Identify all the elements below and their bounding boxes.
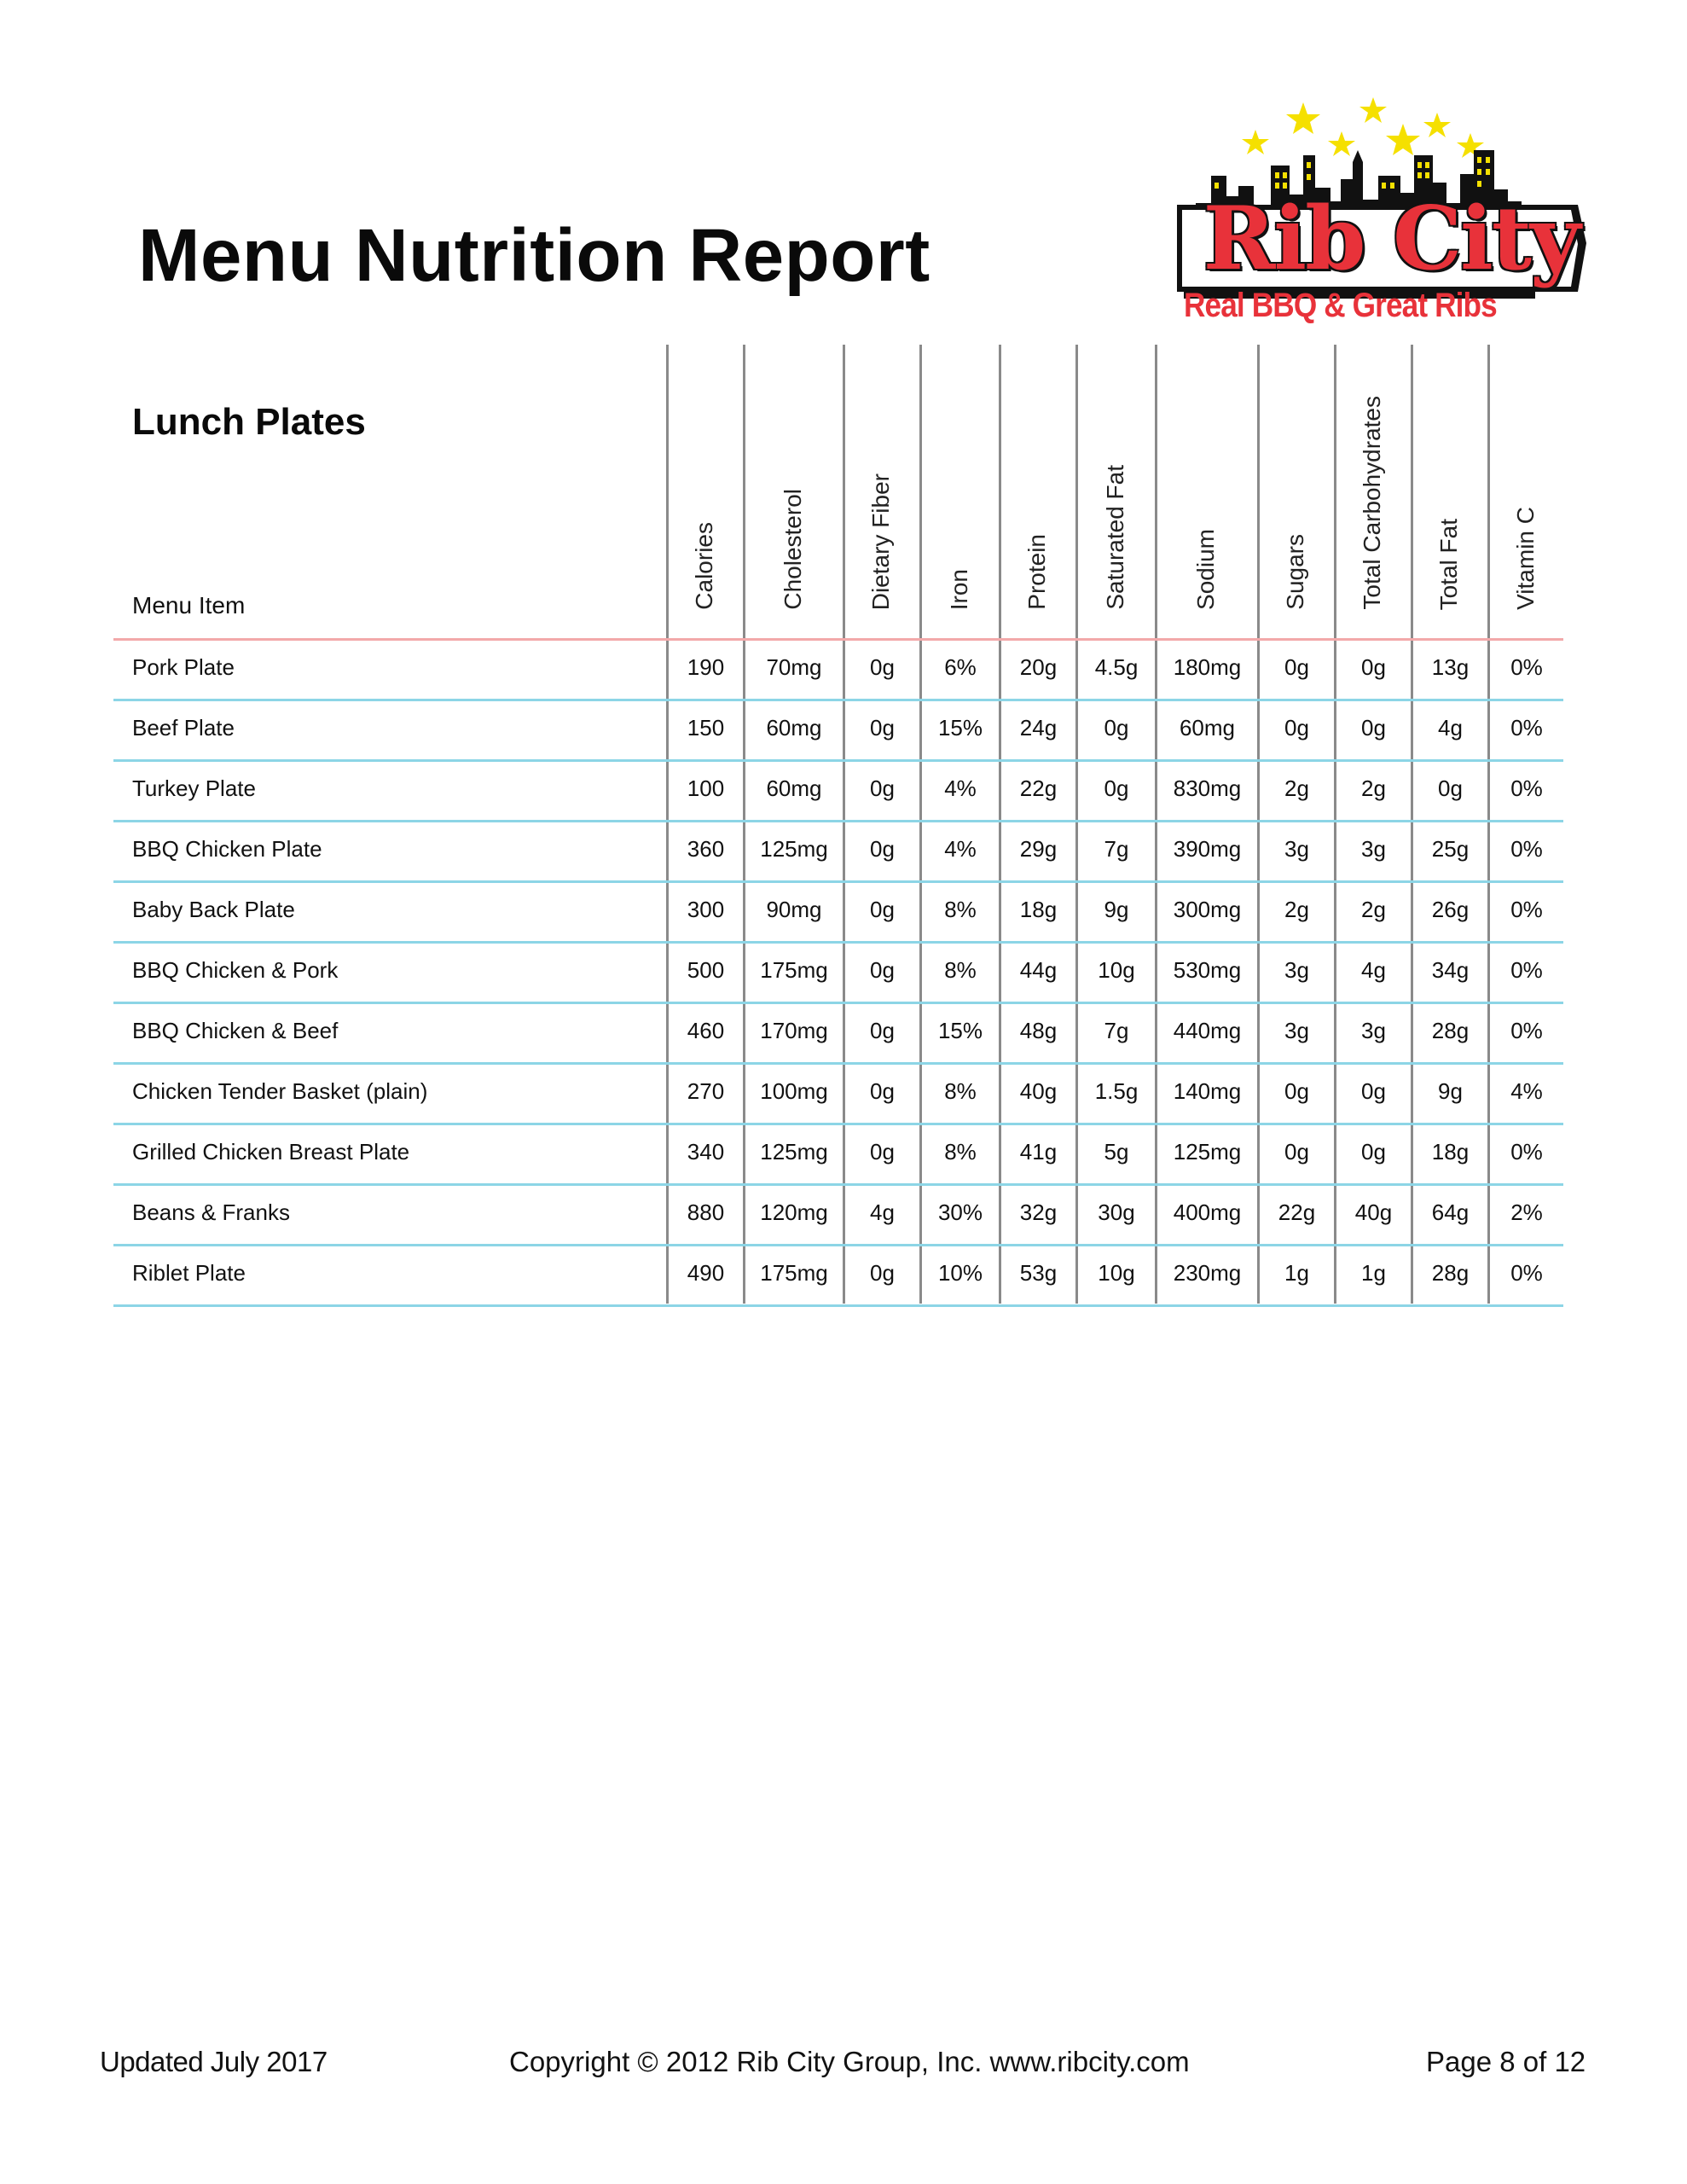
table-cell: 0g bbox=[870, 1018, 895, 1043]
column-header-label: Protein bbox=[1023, 534, 1050, 610]
table-cell: 125mg bbox=[760, 836, 828, 862]
column-header-label: Cholesterol bbox=[779, 489, 806, 610]
table-cell: 0g bbox=[870, 654, 895, 680]
table-cell: 3g bbox=[1284, 1018, 1309, 1043]
table-row bbox=[113, 944, 1563, 1004]
menu-item-name: BBQ Chicken Plate bbox=[132, 836, 322, 862]
table-cell: 32g bbox=[1019, 1199, 1058, 1225]
table-cell: 5g bbox=[1104, 1139, 1129, 1165]
menu-item-name: Beans & Franks bbox=[132, 1199, 290, 1225]
column-header bbox=[1257, 346, 1334, 610]
table-cell: 22g bbox=[1278, 1199, 1316, 1225]
menu-item-column-header: Menu Item bbox=[132, 592, 246, 619]
rib-city-logo bbox=[1177, 94, 1603, 341]
table-cell: 530mg bbox=[1173, 957, 1242, 983]
table-cell: 0% bbox=[1510, 957, 1543, 983]
table-cell: 90mg bbox=[766, 897, 822, 922]
table-cell: 880 bbox=[687, 1199, 725, 1225]
table-cell: 9g bbox=[1438, 1078, 1463, 1104]
menu-item-name: BBQ Chicken & Pork bbox=[132, 957, 339, 983]
table-row bbox=[113, 641, 1563, 701]
column-header-label: Iron bbox=[945, 568, 972, 610]
page-title: Menu Nutrition Report bbox=[138, 214, 930, 297]
logo-wordmark: Rib City bbox=[1203, 188, 1580, 290]
section-title: Lunch Plates bbox=[132, 401, 366, 443]
table-cell: 20g bbox=[1019, 654, 1058, 680]
table-cell: 7g bbox=[1104, 836, 1129, 862]
table-cell: 2g bbox=[1284, 897, 1309, 922]
table-cell: 9g bbox=[1104, 897, 1129, 922]
table-cell: 0g bbox=[1284, 1139, 1309, 1165]
table-cell: 30% bbox=[937, 1199, 983, 1225]
table-cell: 360 bbox=[687, 836, 725, 862]
table-cell: 26g bbox=[1431, 897, 1470, 922]
column-header bbox=[1075, 346, 1155, 610]
table-cell: 40g bbox=[1354, 1199, 1393, 1225]
table-cell: 4% bbox=[944, 775, 977, 801]
table-cell: 460 bbox=[687, 1018, 725, 1043]
column-header-label: Calories bbox=[691, 522, 717, 610]
table-cell: 830mg bbox=[1173, 775, 1242, 801]
menu-item-name: BBQ Chicken & Beef bbox=[132, 1018, 339, 1043]
table-cell: 2g bbox=[1284, 775, 1309, 801]
table-cell: 100 bbox=[687, 775, 725, 801]
table-cell: 7g bbox=[1104, 1018, 1129, 1043]
table-cell: 0g bbox=[1361, 654, 1386, 680]
column-header bbox=[843, 346, 919, 610]
table-cell: 8% bbox=[944, 897, 977, 922]
table-cell: 10% bbox=[937, 1260, 983, 1286]
table-cell: 440mg bbox=[1173, 1018, 1242, 1043]
table-cell: 500 bbox=[687, 957, 725, 983]
table-row bbox=[113, 1065, 1563, 1125]
table-cell: 8% bbox=[944, 1139, 977, 1165]
table-cell: 3g bbox=[1284, 957, 1309, 983]
column-header bbox=[743, 346, 843, 610]
table-cell: 125mg bbox=[1173, 1139, 1242, 1165]
table-cell: 140mg bbox=[1173, 1078, 1242, 1104]
menu-item-name: Grilled Chicken Breast Plate bbox=[132, 1139, 410, 1165]
table-cell: 48g bbox=[1019, 1018, 1058, 1043]
column-header-label: Saturated Fat bbox=[1101, 465, 1128, 610]
table-cell: 44g bbox=[1019, 957, 1058, 983]
column-header bbox=[1334, 346, 1411, 610]
table-cell: 4% bbox=[1510, 1078, 1543, 1104]
table-cell: 180mg bbox=[1173, 654, 1242, 680]
logo-tagline: Real BBQ & Great Ribs bbox=[1184, 287, 1497, 324]
table-cell: 13g bbox=[1431, 654, 1470, 680]
column-header bbox=[666, 346, 743, 610]
table-cell: 0g bbox=[1284, 715, 1309, 741]
table-cell: 0g bbox=[870, 1260, 895, 1286]
table-cell: 150 bbox=[687, 715, 725, 741]
table-cell: 3g bbox=[1361, 836, 1386, 862]
table-row bbox=[113, 1004, 1563, 1065]
column-header-label: Vitamin C bbox=[1511, 507, 1539, 610]
table-cell: 2% bbox=[1510, 1199, 1543, 1225]
table-row bbox=[113, 822, 1563, 883]
table-cell: 0% bbox=[1510, 1139, 1543, 1165]
table-row bbox=[113, 1246, 1563, 1307]
footer-copyright: Copyright © 2012 Rib City Group, Inc. www.ribcity.com bbox=[509, 2046, 1190, 2077]
table-cell: 2g bbox=[1361, 897, 1386, 922]
table-cell: 8% bbox=[944, 957, 977, 983]
menu-item-name: Turkey Plate bbox=[132, 775, 256, 801]
table-cell: 18g bbox=[1431, 1139, 1470, 1165]
table-cell: 4g bbox=[870, 1199, 895, 1225]
table-cell: 3g bbox=[1361, 1018, 1386, 1043]
table-cell: 0g bbox=[1361, 1139, 1386, 1165]
table-row bbox=[113, 1125, 1563, 1186]
table-cell: 0g bbox=[1361, 715, 1386, 741]
column-header-label: Dietary Fiber bbox=[867, 473, 894, 610]
row-divider bbox=[113, 1304, 1563, 1307]
table-cell: 1g bbox=[1361, 1260, 1386, 1286]
table-cell: 29g bbox=[1019, 836, 1058, 862]
column-header-label: Sugars bbox=[1282, 534, 1308, 610]
table-cell: 0g bbox=[870, 775, 895, 801]
table-cell: 15% bbox=[937, 715, 983, 741]
table-cell: 0g bbox=[870, 957, 895, 983]
stars-icon bbox=[1242, 97, 1484, 158]
table-cell: 490 bbox=[687, 1260, 725, 1286]
column-header-label: Sodium bbox=[1192, 529, 1219, 610]
table-cell: 0g bbox=[870, 1078, 895, 1104]
table-row bbox=[113, 883, 1563, 944]
table-cell: 18g bbox=[1019, 897, 1058, 922]
table-cell: 0% bbox=[1510, 1018, 1543, 1043]
table-cell: 1.5g bbox=[1094, 1078, 1139, 1104]
table-cell: 340 bbox=[687, 1139, 725, 1165]
table-cell: 1g bbox=[1284, 1260, 1309, 1286]
footer-page-number: Page 8 of 12 bbox=[1426, 2046, 1586, 2077]
table-cell: 60mg bbox=[1179, 715, 1236, 741]
table-cell: 70mg bbox=[766, 654, 822, 680]
table-cell: 53g bbox=[1019, 1260, 1058, 1286]
column-header-label: Total Carbohydrates bbox=[1359, 396, 1385, 610]
table-cell: 125mg bbox=[760, 1139, 828, 1165]
table-cell: 25g bbox=[1431, 836, 1470, 862]
column-header bbox=[1411, 346, 1487, 610]
table-cell: 3g bbox=[1284, 836, 1309, 862]
table-cell: 60mg bbox=[766, 715, 822, 741]
column-header bbox=[919, 346, 999, 610]
column-header bbox=[1155, 346, 1257, 610]
table-cell: 0% bbox=[1510, 654, 1543, 680]
table-cell: 34g bbox=[1431, 957, 1470, 983]
table-cell: 0g bbox=[1104, 715, 1129, 741]
table-cell: 0g bbox=[1438, 775, 1463, 801]
table-cell: 190 bbox=[687, 654, 725, 680]
table-cell: 0g bbox=[1284, 1078, 1309, 1104]
table-cell: 120mg bbox=[760, 1199, 828, 1225]
menu-item-name: Beef Plate bbox=[132, 715, 235, 741]
table-cell: 0g bbox=[1361, 1078, 1386, 1104]
menu-item-name: Baby Back Plate bbox=[132, 897, 295, 922]
table-cell: 15% bbox=[937, 1018, 983, 1043]
table-cell: 0% bbox=[1510, 836, 1543, 862]
table-cell: 10g bbox=[1098, 957, 1135, 983]
table-cell: 0g bbox=[870, 715, 895, 741]
table-cell: 4% bbox=[944, 836, 977, 862]
column-header bbox=[1487, 346, 1563, 610]
table-cell: 300 bbox=[687, 897, 725, 922]
table-cell: 64g bbox=[1431, 1199, 1470, 1225]
table-cell: 390mg bbox=[1173, 836, 1242, 862]
table-cell: 230mg bbox=[1173, 1260, 1242, 1286]
table-row bbox=[113, 1186, 1563, 1246]
table-cell: 4g bbox=[1361, 957, 1386, 983]
table-cell: 10g bbox=[1098, 1260, 1135, 1286]
table-cell: 170mg bbox=[760, 1018, 828, 1043]
table-cell: 0g bbox=[870, 836, 895, 862]
table-cell: 0% bbox=[1510, 1260, 1543, 1286]
table-cell: 175mg bbox=[760, 957, 828, 983]
table-cell: 41g bbox=[1019, 1139, 1058, 1165]
table-cell: 28g bbox=[1431, 1260, 1470, 1286]
table-cell: 0g bbox=[870, 897, 895, 922]
column-header-label: Total Fat bbox=[1435, 518, 1462, 610]
table-cell: 2g bbox=[1361, 775, 1386, 801]
table-cell: 40g bbox=[1019, 1078, 1058, 1104]
table-cell: 30g bbox=[1098, 1199, 1135, 1225]
table-cell: 4g bbox=[1438, 715, 1463, 741]
table-row bbox=[113, 701, 1563, 762]
footer-updated: Updated July 2017 bbox=[100, 2046, 328, 2077]
table-cell: 60mg bbox=[766, 775, 822, 801]
table-cell: 0% bbox=[1510, 775, 1543, 801]
table-cell: 6% bbox=[944, 654, 977, 680]
menu-item-name: Riblet Plate bbox=[132, 1260, 246, 1286]
table-cell: 4.5g bbox=[1094, 654, 1139, 680]
column-header bbox=[999, 346, 1075, 610]
table-row bbox=[113, 762, 1563, 822]
table-cell: 0g bbox=[870, 1139, 895, 1165]
table-cell: 400mg bbox=[1173, 1199, 1242, 1225]
menu-item-name: Chicken Tender Basket (plain) bbox=[132, 1078, 428, 1104]
table-cell: 0% bbox=[1510, 897, 1543, 922]
table-cell: 100mg bbox=[760, 1078, 828, 1104]
table-cell: 0% bbox=[1510, 715, 1543, 741]
table-cell: 300mg bbox=[1173, 897, 1242, 922]
table-cell: 0g bbox=[1104, 775, 1129, 801]
table-cell: 8% bbox=[944, 1078, 977, 1104]
table-cell: 175mg bbox=[760, 1260, 828, 1286]
table-cell: 24g bbox=[1019, 715, 1058, 741]
table-cell: 0g bbox=[1284, 654, 1309, 680]
menu-item-name: Pork Plate bbox=[132, 654, 235, 680]
table-cell: 22g bbox=[1019, 775, 1058, 801]
table-cell: 28g bbox=[1431, 1018, 1470, 1043]
table-cell: 270 bbox=[687, 1078, 725, 1104]
